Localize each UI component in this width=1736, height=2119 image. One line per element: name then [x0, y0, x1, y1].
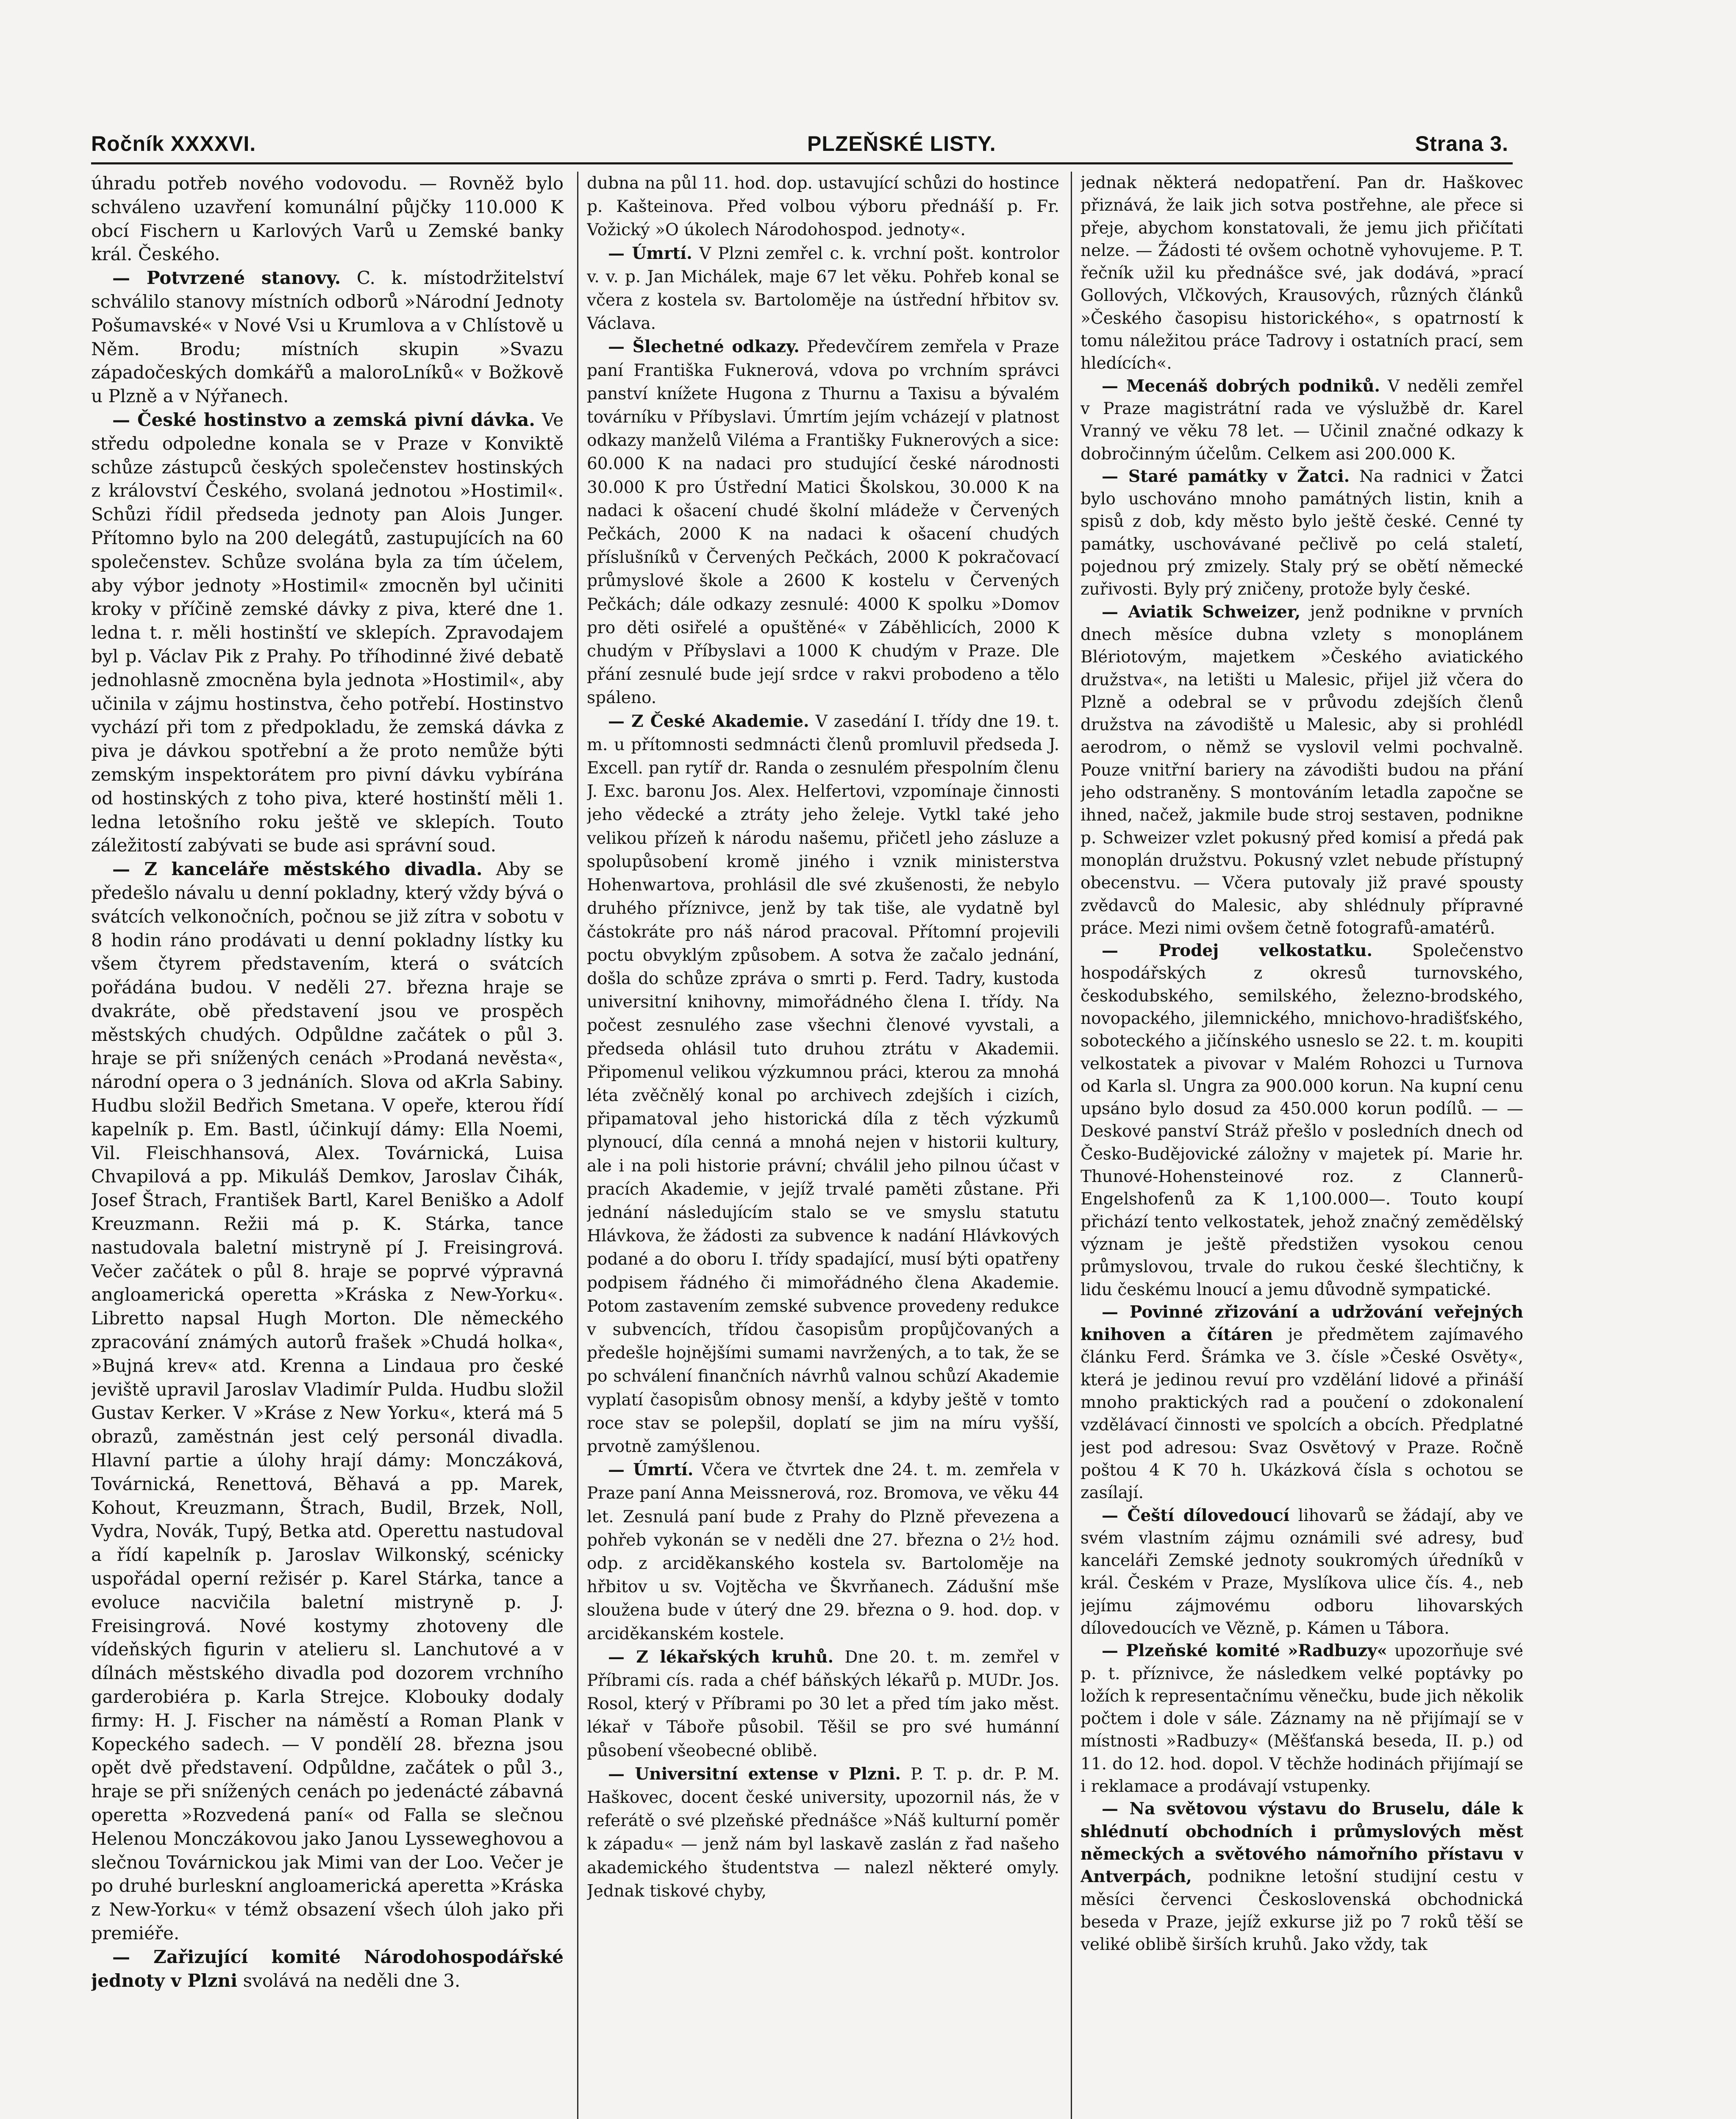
- article: [587, 1646, 1059, 1763]
- article-heading: — Zařizující komité Národohospodářské jednoty v Plzni: [91, 1946, 564, 1991]
- article: [1080, 940, 1523, 1301]
- newspaper-title: PLZEŇSKÉ LISTY.: [807, 132, 996, 156]
- article-heading: — Aviatik Schweizer,: [1102, 602, 1301, 622]
- article-body: Společenstvo hospodářských z okresů turnovského, českodubského, semilského, železno-brodského, novopackého, jilemnického, mnichovo-hradišťského, soboteckého a jičínského usneslo se 22. t. m. koupiti velkostatek a pivovar v Malém Rohozci u Turnova od Karla sl. Ungra za 900.000 korun. Na kupní cenu upsáno bylo dosud za 450.000 korun podílů. — — Deskové panství Stráž přešlo v posledních dnech od Česko-Budějovické záložny v majetek pí. Marie hr. Thunové-Hohensteinové roz. z Clannerů-Engelshofenů za K 1,100.000—. Touto koupí přichází tento velkostatek, jehož značný zemědělský význam je ještě předstižen vysokou cenou průmyslovou, trvale do rukou české šlechtičny, k lidu českému lnoucí a jemu důvodně sympatické.: [1080, 941, 1523, 1299]
- article-body: upozorňuje své p. t. příznivce, že následkem velké poptávky po ložích k representačnímu věnečku, bude jich několik počtem i dole v sále. Záznamy na ně přijímají se v místnosti »Radbuzy« (Měšťanská beseda, II. p.) od 11. do 12. hod. dopol. V těchže hodinách přijímají se i reklamace a prodávají vstupenky.: [1080, 1641, 1523, 1796]
- article-heading: — Potvrzené stanovy.: [112, 267, 341, 289]
- article-body: Aby se předešlo návalu u denní pokladny, který vždy bývá o svátcích velkonočních, počnou se již zítra v sobotu v 8 hodin ráno prodávati u denní pokladny lístky ku všem čtyrem představením, která o svátcích pořádána budou. V neděli 27. března hraje se dvakráte, obě představení jsou ve prospěch městských chudých. Odpůldne začátek o půl 3. hraje se při snížených cenách »Prodaná nevěsta«, národní opera o 3 jednáních. Slova od aKrla Sabiny. Hudbu složil Bedřich Smetana. V opeře, kterou řídí kapelník p. Em. Bastl, účinkují dámy: Ella Noemi, Vil. Fleischhansová, Alex. Továrnická, Luisa Chvapilová a pp. Mikuláš Demkov, Jaroslav Čihák, Josef Štrach, František Bartl, Karel Beniško a Adolf Kreuzmann. Režii má p. K. Stárka, tance nastudovala baletní mistryně pí J. Freisingrová. Večer začátek o půl 8. hraje se poprvé výpravná angloamerická operetta »Kráska z New-Yorku«. Libretto napsal Hugh Morton. Dle německého zpracování známých autorů frašek »Chudá holka«, »Bujná krev« atd. Krenna a Lindaua pro české jeviště upravil Jaroslav Vladimír Pulda. Hudbu složil Gustav Kerker. V »Kráse z New Yorku«, která má 5 obrazů, zaměstnán jest celý personál divadla. Hlavní partie a úlohy hrají dámy: Monczáková, Továrnická, Renettová, Běhavá a pp. Marek, Kohout, Kreuzmann, Štrach, Budil, Brzek, Noll, Vydra, Novák, Tupý, Betka atd. Operettu nastudoval a řídí kapelník p. Jaroslav Wilkonský, scénicky uspořádal operní režisér p. Karel Stárka, tance a evoluce nacvičila baletní mistryně p. J. Freisingrová. Nové kostymy zhotoveny dle vídeňských figurin v atelieru sl. Lanchutové a v dílnách městského divadla pod dozorem vrchního garderobiéra p. Karla Strejce. Klobouky dodaly firmy: H. J. Fischer na náměstí a Roman Plank v Kopeckého sadech. — V pondělí 28. března jsou opět dvě představení. Odpůldne, začátek o půl 3., hraje se při snížených cenách po jedenácté zábavná operetta »Rozvedená paní« od Falla se slečnou Helenou Monczákovou jako Janou Lysseweghovou a slečnou Továrnickou jak Mimi van der Loo. Večer je po druhé burleskní angloamerická aperetta »Kráska z New-Yorku« v témž obsazení všech úloh jako při premiéře.: [91, 859, 564, 1944]
- article-body: je předmětem zajímavého článku Ferd. Šrámka ve 3. čísle »České Osvěty«, která je jedinou revuí pro vzdělání lidové a přináší mnoho praktických rad a poučení o zdokonalení vzdělávací činnosti ve spolcích a obcích. Předplatné jest pod adresou: Svaz Osvětový v Praze. Ročně poštou 4 K 70 h. Ukázková čísla s ochotou se zasílají.: [1080, 1325, 1523, 1503]
- article: [91, 408, 564, 857]
- article: [1080, 375, 1523, 465]
- column-2: [587, 172, 1059, 2119]
- article-body: lihovarů se žádají, aby ve svém vlastním zájmu oznámili své adresy, buď kanceláři Zemské jednoty soukromých úředníků v král. Českém v Praze, Myslíkova ulice čís. 4., neb jejímu zájmovému odboru lihovarských dílovedoucích ve Vězně, p. Kámen u Tábora.: [1080, 1506, 1523, 1638]
- article-paragraph: dubna na půl 11. hod. dop. ustavující schůzi do hostince p. Kašteinova. Před volbou výboru přednáší p. Fr. Vožický »O úkolech Národohospod. jednoty«.: [587, 174, 1059, 240]
- article-body: P. T. p. dr. P. M. Haškovec, docent české university, upozornil nás, že v referátě o své plzeňské přednášce »Náš kulturní poměr k západu« — jenž nám byl laskavě zaslán z řad našeho akademického študentstva — nalezl některé omyly. Jednak tiskové chyby,: [587, 1764, 1059, 1901]
- article-body: Včera ve čtvrtek dne 24. t. m. zemřela v Praze paní Anna Meissnerová, roz. Bromova, ve věku 44 let. Zesnulá paní bude z Prahy do Plzně převezena a pohřeb vykonán se v neděli dne 27. března o 2½ hod. odp. z arciděkanského kostela sv. Bartoloměje na hřbitov u sv. Vojtěcha ve Škvrňanech. Zádušní mše sloužena bude v úterý dne 29. března o 9. hod. dop. v arciděkanském kostele.: [587, 1460, 1059, 1643]
- article: [1080, 1301, 1523, 1504]
- column-1: [91, 172, 564, 2119]
- article: [91, 266, 564, 408]
- article: [587, 335, 1059, 709]
- article-body: V neděli zemřel v Praze magistrátní rada ve výslužbě dr. Karel Vranný ve věku 78 let. — Učinil značné odkazy k dobročinným účelům. Celkem asi 200.000 K.: [1080, 376, 1523, 464]
- article-body: podnikne letošní studijní cestu v měsíci červenci Československá obchodnická beseda v Praze, jejíž exkurse již po 7 roků těší se veliké oblibě širších kruhů. Jako vždy, tak: [1080, 1867, 1523, 1955]
- article-body: Předevčírem zemřela v Praze paní Františka Fuknerová, vdova po vrchním správci panství knížete Hugona z Thurnu a Taxisu a bývalém továrníku v Příbyslavi. Úmrtím jejím vcházejí v platnost odkazy manželů Viléma a Františky Fuknerových a sice: 60.000 K na nadaci pro studující české národnosti 30.000 K pro Ústřední Matici Školskou, 30.000 K na nadaci k ošacení chudé školní mládeže v Červených Pečkách, 2000 K na nadaci k ošacení chudých příslušníků v Červených Pečkách, 2000 K pokračovací průmyslové škole a 2600 K kostelu v Červených Pečkách; dále odkazy zesnulé: 4000 K spolku »Domov pro děti osiřelé a opuštěné« v Záběhlicích, 2000 K chudým v Příbyslavi a 1000 K chudým v Praze. Dle přání zesnulé bude její srdce v rakvi probodeno a tělo spáleno.: [587, 337, 1059, 708]
- article-heading: — Staré památky v Žatci.: [1102, 466, 1350, 486]
- article-body: Na radnici v Žatci bylo uschováno mnoho památných listin, knih a spisů z dob, kdy město bylo ještě české. Cenné ty památky, uschovávané pečlivě po celá staletí, pojednou prý zmizely. Staly prý se obětí německé zuřivosti. Byly prý zničeny, protože byly české.: [1080, 467, 1523, 599]
- article-body: V zasedání I. třídy dne 19. t. m. u přítomnosti sedmnácti členů promluvil předseda J. Excell. pan rytíř dr. Randa o zesnulém přespolním členu J. Exc. baronu Jos. Alex. Helfertovi, vzpomínaje činnosti jeho vědecké a ztráty jeho želeje. Vytkl také jeho velikou přízeň k národu našemu, přičetl jeho zásluze a spolupůsobení kromě jiného i vznik ministerstva Hohenwartova, prohlásil dle své zkušenosti, že nebylo druhého příznivce, jenž by tak tiše, ale vydatně byl částokráte pro náš národ pracoval. Přítomní projevili poctu obvyklým způsobem. A sotva že začalo jednání, došla do schůze zpráva o smrti p. Ferd. Tadry, kustoda universitní knihovny, mimořádného člena I. třídy. Na počest zesnulého zase všechni členové vyvstali, a předseda ohlásil tuto druhou ztrátu v Akademii. Připomenul velikou výzkumnou práci, kterou za mnohá léta zvěčnělý konal po archivech zdejších i cizích, připamatoval jeho historická díla z těch výzkumů plynoucí, díla cenná a mnohá nejen v historii kultury, ale i na poli historie právní; chválil jeho pilnou účast v pracích Akademie, v jejíž trvalé paměti zůstane. Při jednání následujícím stalo se ve smyslu statutu Hlávkova, že žádosti za subvence k nadání Hlávkových podané a do oboru I. třídy spadající, musí býti opatřeny podpisem řádného či mimořádného člena Akademie. Potom zastavením zemské subvence provedeny redukce v subvencích, třídou časopisům propůjčovaných a předešle hojnějšími sumami navržených, a to tak, že se po schválení finančních návrhů valnou schůzí Akademie vyplatí časopisům obnosy menší, a kdyby ještě v tomto roce stav se polepšil, doplatí se jim na míru vyšší, prvotně zamýšlenou.: [587, 712, 1059, 1456]
- page-number: Strana 3.: [1415, 132, 1508, 156]
- article-body: jenž podnikne v prvních dnech měsíce dubna vzlety s monoplánem Blériotovým, majetkem »Českého aviatického družstva«, na letišti u Malesic, přijel již včera do Plzně a odebral se v průvodu zdejších členů družstva na závodiště u Malesic, aby si prohlédl aerodrom, o němž se vyslovil velmi pochvalně. Pouze vnitřní bariery na závodišti budou na přání jeho odstraněny. S montováním letadla započne se ihned, načež, jakmile bude stroj sestaven, podnikne p. Schweizer vzlet pokusný před komisí a předá pak monoplán družstvu. Pokusný vzlet nebude přístupný obecenstvu. — Včera putovaly již pravé spousty zvědavců do Malesic, aby shlédnuly přípravné práce. Mezi nimi ovšem četně fotografů-amatérů.: [1080, 602, 1523, 938]
- article-heading: — Prodej velkostatku.: [1102, 941, 1372, 961]
- column-3: [1080, 172, 1523, 2119]
- article-body: C. k. místodržitelství schválilo stanovy místních odborů »Národní Jednoty Pošumavské« v Nové Vsi u Krumlova a v Chlístově u Něm. Brodu; místních skupin »Svazu západočeských domkářů a maloroLníků« v Božkově u Plzně a v Nýřanech.: [91, 267, 564, 407]
- volume-label: Ročník XXXXVI.: [91, 132, 256, 156]
- article-heading: — Plzeňské komité »Radbuzy«: [1102, 1641, 1388, 1661]
- header-rule: [91, 162, 1513, 164]
- article: [91, 857, 564, 1945]
- article-heading: — České hostinstvo a zemská pivní dávka.: [112, 409, 535, 430]
- article: [587, 1763, 1059, 1903]
- article-heading: — Universitní extense v Plzni.: [608, 1764, 901, 1784]
- article-heading: — Na světovou výstavu do Bruselu, dále k shlédnutí obchodních i průmyslových měst německých a světového námořního přístavu v Antverpách,: [1080, 1799, 1523, 1887]
- article-body: svolává na neděli dne 3.: [243, 1970, 461, 1991]
- article-paragraph: úhradu potřeb nového vodovodu. — Rovněž bylo schváleno uzavření komunální půjčky 110.000 K obcí Fischern u Karlových Varů u Zemské banky král. Českého.: [91, 173, 564, 265]
- article: [587, 1458, 1059, 1646]
- article: [1080, 1640, 1523, 1798]
- article-heading: — Šlechetné odkazy.: [608, 337, 800, 357]
- article-heading: — Úmrtí.: [608, 1460, 694, 1480]
- column-divider: [1071, 172, 1072, 2119]
- article-heading: — Čeští dílovedoucí: [1102, 1505, 1290, 1525]
- article: [587, 710, 1059, 1459]
- article-body: V Plzni zemřel c. k. vrchní pošt. kontrolor v. v. p. Jan Michálek, maje 67 let věku. Pohřeb konal se včera z kostela sv. Bartoloměje na ústřední hřbitov sv. Václava.: [587, 244, 1059, 334]
- article-body: Ve středu odpoledne konala se v Praze v Konviktě schůze zástupců českých společenstev hostinských z království Českého, svolaná jednotou »Hostimil«. Schůzi řídil předseda jednoty pan Alois Junger. Přítomno bylo na 200 delegátů, zastupujících na 60 společenstev. Schůze svolána byla za tím účelem, aby výbor jednoty »Hostimil« zmocněn byl učiniti kroky v příčině zemské dávky z piva, které dne 1. ledna t. r. měli hostinští ve sklepích. Zpravodajem byl p. Václav Pik z Prahy. Po tříhodinné živé debatě jednohlasně zmocněna byla jednota »Hostimil«, aby učinila v zájmu hostinstva, čeho potřebí. Hostinstvo vychází při tom z předpokladu, že zemská dávka z piva je dávkou spotřební a že proto nemůže býti zemským inspektorátem pro pivní dávku vybírána od hostinských z toho piva, které hostinští měli 1. ledna letošního roku ještě ve sklepích. Touto záležitostí zabývati se bude asi správní soud.: [91, 409, 564, 856]
- article-heading: — Mecenáš dobrých podniků.: [1102, 376, 1380, 396]
- article-paragraph: jednak některá nedopatření. Pan dr. Haškovec přiznává, že laik jich sotva postřehne, ale přece si přeje, abychom konstatovali, že jemu jich přičítati nelze. — Žádosti té ovšem ochotně vyhovujeme. P. T. řečník užil ku přednášce své, jak dodává, »prací Gollových, Vlčkových, Krausových, různých článků »Českého časopisu historického«, s opatrností k tomu náležitou práce Tadrovy i ostatních prací, sem hledících«.: [1080, 173, 1523, 373]
- article-heading: — Z České Akademie.: [608, 711, 809, 731]
- article-heading: — Z kanceláře městského divadla.: [112, 859, 483, 880]
- article: [1080, 1504, 1523, 1640]
- article-heading: — Úmrtí.: [608, 243, 692, 263]
- column-divider: [577, 172, 578, 2119]
- article: [91, 1945, 564, 1993]
- article: [1080, 465, 1523, 601]
- article: [1080, 1798, 1523, 1956]
- article: [1080, 601, 1523, 940]
- article-heading: — Z lékařských kruhů.: [608, 1647, 834, 1667]
- article-body: Dne 20. t. m. zemřel v Příbrami cís. rada a chéf báňských lékařů p. MUDr. Jos. Rosol, který v Příbrami po 30 let a před tím jako měst. lékař v Táboře působil. Těšil se pro své humánní působení všeobecné oblibě.: [587, 1647, 1059, 1760]
- page-header: [91, 127, 1508, 165]
- article-heading: — Povinné zřizování a udržování veřejných knihoven a čítáren: [1080, 1302, 1523, 1345]
- article: [587, 242, 1059, 336]
